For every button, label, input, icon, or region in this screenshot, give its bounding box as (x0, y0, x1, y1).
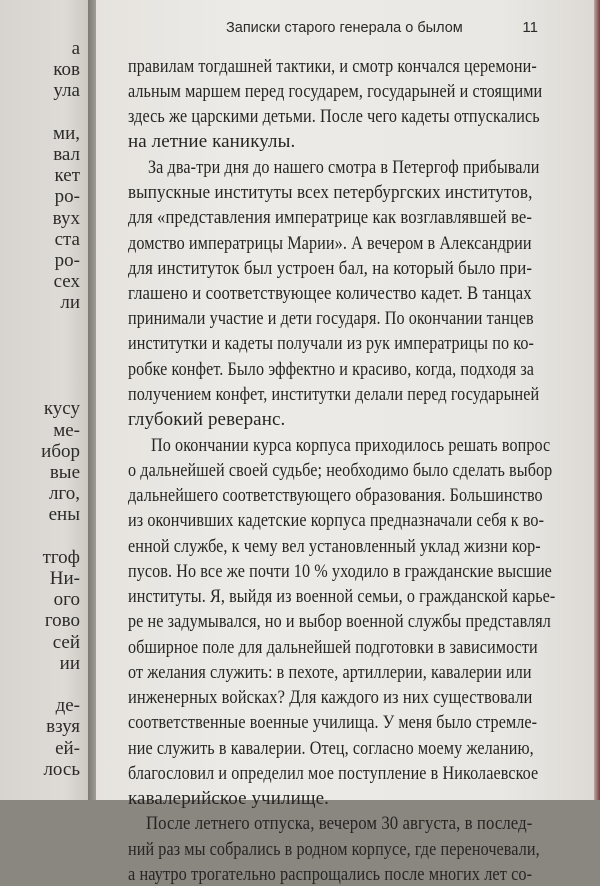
text-line: от желания служить: в пехоте, артиллерии, кавалерии или (128, 662, 532, 683)
text-line: енной службе, к чему вел установленный уклад жизни кор- (128, 536, 541, 557)
text-line: из окончивших кадетские корпуса предназначали себя к во- (128, 510, 545, 531)
left-page-fragment: ей- (55, 737, 80, 759)
left-page-fragment: вые (49, 462, 80, 483)
page-number: 11 (522, 19, 538, 36)
text-line: дальнейшего соответствующего образования. Большинство (128, 485, 543, 506)
left-page-fragment: гово (44, 610, 80, 632)
text-line: соответственные военные училища. У меня было стремле- (128, 712, 538, 733)
text-line: глубокий реверанс. (128, 409, 286, 430)
text-line: а наутро трогательно распрощались после многих лет со- (128, 864, 533, 885)
text-line: получением конфет, институтки делали перед государыней (128, 384, 540, 405)
text-line: здесь же царскими детьми. После чего кадеты отпускались (128, 106, 540, 127)
left-page-fragment: ли (60, 292, 80, 314)
text-line: для институток был устроен бал, на который было при- (128, 258, 533, 279)
text-line: ний раз мы собрались в родном корпусе, где переночевали, (128, 839, 540, 860)
text-line: пусов. Но все же почти 10 % уходило в гражданские высшие (128, 561, 552, 582)
text-line: После летнего отпуска, вечером 30 августа, в послед- (146, 813, 533, 834)
left-page-fragment: сех (53, 271, 80, 293)
text-line: За два-три дня до нашего смотра в Петергоф прибывали (148, 157, 540, 178)
left-page (0, 0, 92, 800)
left-page-fragment: ены (48, 504, 80, 526)
left-page-fragment: ми, (53, 122, 80, 144)
left-page-fragment: ула (53, 80, 80, 102)
text-line: благословил и определил мое поступление в Николаевское (128, 763, 539, 784)
text-line: правилам тогдашней тактики, и смотр кончался церемони- (128, 56, 537, 77)
text-line: домство императрицы Марии». А вечером в Александрии (128, 233, 532, 254)
left-page-fragment: вух (52, 207, 80, 229)
text-line: на летние каникулы. (128, 131, 296, 152)
text-line: выпускные институты всех петербургских институтов, (128, 182, 533, 203)
text-line: инженерных войсках? Для каждого из них существовали (128, 687, 533, 708)
text-line: По окончании курса корпуса приходилось решать вопрос (151, 435, 551, 456)
left-page-fragment: де- (55, 695, 80, 717)
left-page-fragment: лось (43, 758, 80, 780)
text-line: для «представления императрице как возглавлявшей ве- (128, 207, 532, 228)
left-page-fragment: ибор (41, 440, 80, 462)
left-page-fragment: тгоф (42, 546, 80, 568)
left-page-fragment: лго, (48, 483, 80, 505)
text-line: институты. Я, выйдя из военной семьи, о гражданской карье- (128, 586, 556, 607)
text-line: ре не задумывался, но и выбор военной службы представлял (128, 611, 551, 632)
text-line: обширное поле для дальнейшей подготовки в зависимости (128, 637, 538, 658)
left-page-fragment: ме- (53, 419, 80, 441)
book-cover-edge (594, 0, 600, 800)
text-line: о дальнейшей своей судьбе; необходимо было сделать выбор (128, 460, 553, 481)
left-page-fragment: ро- (54, 186, 80, 208)
text-line: кавалерийское училище. (128, 788, 329, 809)
left-page-fragment: ого (53, 589, 80, 611)
left-page-fragment: Ни- (49, 568, 80, 589)
left-page-fragment: кет (54, 165, 80, 187)
left-page-fragment: кусу (43, 398, 80, 420)
text-line: робке конфет. Было эффектно и красиво, когда, подходя за (128, 359, 535, 380)
text-line: принимали участие и дети государя. По окончании танцев (128, 308, 534, 329)
text-line: институтки и кадеты получали из рук императрицы по ко- (128, 333, 534, 354)
left-page-fragment: взуя (46, 716, 80, 738)
left-page-fragment: а (71, 38, 80, 59)
left-page-fragment: ро- (54, 250, 80, 271)
text-line: ние служить в кавалерии. Отец, согласно моему желанию, (128, 738, 534, 759)
text-line: глашено и соответствующее количество кадет. В танцах (128, 283, 532, 304)
left-page-fragment: ков (53, 59, 80, 81)
left-page-fragment: ии (59, 652, 80, 674)
left-page-fragment: вал (53, 144, 80, 165)
text-line: альным маршем перед государем, государыней и стоящими (128, 81, 543, 102)
right-page (96, 0, 600, 885)
running-title: Записки старого генерала о былом (226, 20, 463, 36)
left-page-fragment: ста (54, 228, 80, 250)
left-page-fragment: сей (52, 631, 80, 653)
